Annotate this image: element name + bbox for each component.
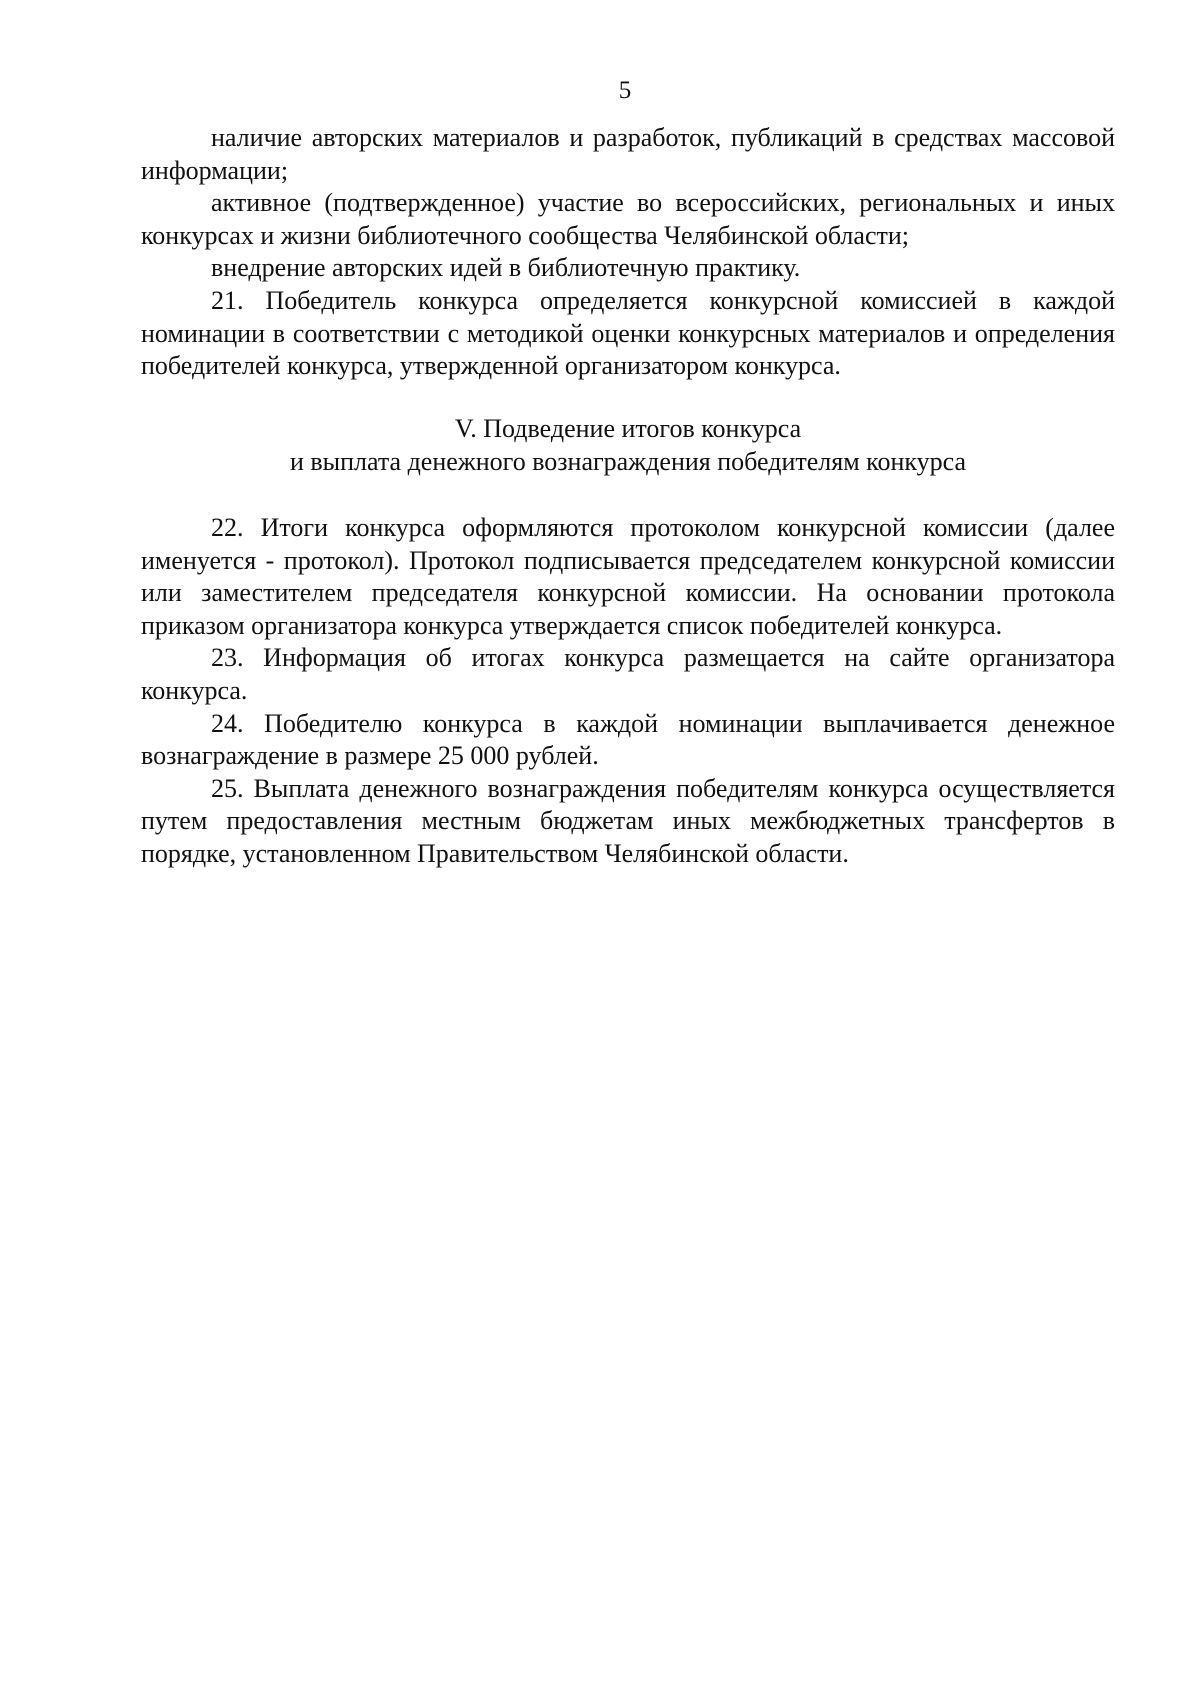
section-heading — [141, 412, 1115, 478]
criteria-item: наличие авторских материалов и разработок, публикаций в средствах массовой информации; — [141, 123, 1115, 185]
paragraph-21: 21. Победитель конкурса определяется конкурсной комиссией в каждой номинации в соответствии с методикой оценки конкурсных материалов и определения победителей конкурса, утвержденной организатором конкурса. — [141, 285, 1115, 381]
section-heading-line-2: и выплата денежного вознаграждения победителям конкурса — [289, 447, 967, 476]
page-number: 5 — [618, 77, 632, 104]
criteria-item: активное (подтвержденное) участие во всероссийских, региональных и иных конкурсах и жизни библиотечного сообщества Челябинской области; — [141, 188, 1115, 250]
paragraph-23: 23. Информация об итогах конкурса размещается на сайте организатора конкурса. — [141, 643, 1115, 705]
paragraph-22: 22. Итоги конкурса оформляются протоколом конкурсной комиссии (далее именуется - протокол). Протокол подписывается председателем конкурсной комиссии или заместителем председателя конкурсной комиссии. На основании протокола приказом организатора конкурса утверждается список победителей конкурса. — [141, 513, 1115, 640]
paragraph-25: 25. Выплата денежного вознаграждения победителям конкурса осуществляется путем предоставления местным бюджетам иных межбюджетных трансфертов в порядке, установленном Правительством Челябинской области. — [141, 773, 1115, 868]
section-body — [141, 512, 1115, 871]
paragraph-24: 24. Победителю конкурса в каждой номинации выплачивается денежное вознаграждение в размере 25 000 рублей. — [141, 708, 1115, 771]
section-heading-line-1: V. Подведение итогов конкурса — [454, 414, 802, 443]
criteria-item: внедрение авторских идей в библиотечную практику. — [211, 253, 801, 283]
criteria-list — [141, 122, 1115, 383]
